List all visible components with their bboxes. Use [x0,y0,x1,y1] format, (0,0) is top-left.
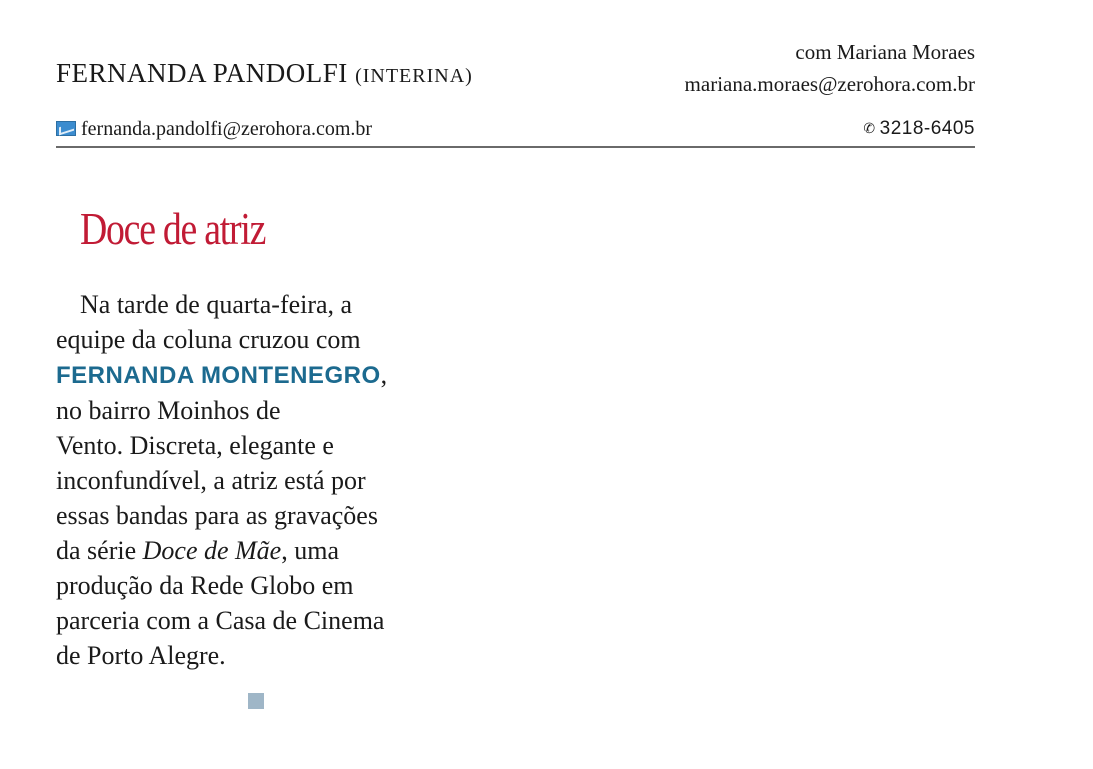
body-line: Vento. Discreta, elegante e [56,431,334,460]
body-line: Na tarde de quarta-feira, a [80,290,353,319]
columnist-name: FERNANDA PANDOLFI [56,58,348,88]
body-line: inconfundível, a atriz está por [56,466,366,495]
article-end-square [248,693,264,709]
body-line: de Porto Alegre. [56,641,226,670]
columnist-email[interactable]: fernanda.pandolfi@zerohora.com.br [81,118,373,140]
body-line: equipe da coluna cruzou com [56,325,361,354]
phone-icon: ✆ [863,120,876,136]
columnist-byline [56,58,473,89]
collaborator-email[interactable]: mariana.moraes@zerohora.com.br [684,72,975,96]
columnist-phone [863,118,975,140]
body-line: essas bandas para as gravações [56,501,378,530]
contact-bar [56,116,975,148]
body-line-with-title [56,533,476,568]
body-line: no bairro Moinhos de [56,396,281,425]
columnist-email-link[interactable] [56,118,372,141]
title-trailing-text: , uma [281,536,339,565]
name-trailing-punctuation: , [380,360,388,389]
series-title: Doce de Mãe [142,536,282,565]
title-lead-text: da série [56,536,143,565]
article-body [56,287,476,673]
highlighted-person-name: FERNANDA MONTENEGRO [56,362,381,389]
phone-number: 3218-6405 [879,118,975,139]
columnist-role: (INTERINA) [355,65,473,87]
collaborator-block [685,36,975,100]
collaborator-name: com Mariana Moraes [795,40,975,64]
envelope-icon [56,121,76,136]
body-line: parceria com a Casa de Cinema [56,606,385,635]
article-headline: Doce de atriz [80,204,266,254]
body-line: produção da Rede Globo em [56,571,354,600]
body-line-with-name [56,357,476,393]
